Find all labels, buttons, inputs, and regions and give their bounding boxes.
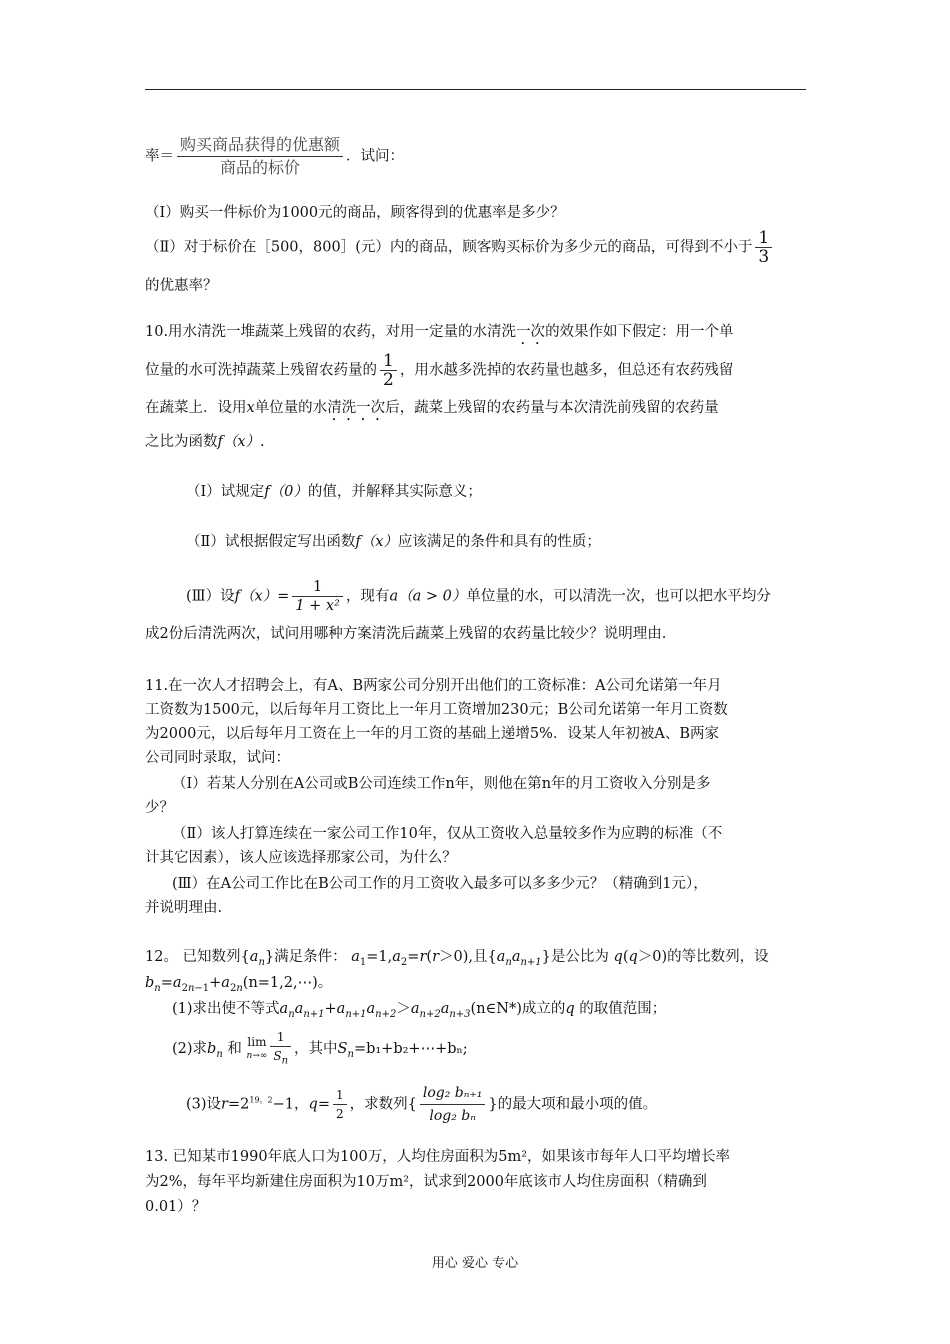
q12-line1: 12。 已知数列$\{a_n\}$满足条件： $a_1=1,a_2=r(r>0)$,且$\{a_na_{n+1}\}$是公比为 q(q＞0)的等比数列，设 bbox=[145, 949, 769, 968]
q12-part3: (3)设$r=2^{19。2}-1$，q= $\frac{1}{2}$ ，求数列{ $\frac{\text{log₂ bₙ₊₁}}{\text{log₂ bₙ}}$ }的最大项和最小项的值。 bbox=[186, 1082, 851, 1127]
q11-part2: （Ⅱ）该人打算连续在一家公司工作10年，仅从工资收入总量较多作为应聘的标准（不 bbox=[172, 826, 723, 842]
q9-part1: （Ⅰ）购买一件标价为1000元的商品，顾客得到的优惠率是多少？ bbox=[145, 205, 565, 221]
q13-line3: 0.01）？ bbox=[145, 1199, 207, 1215]
q11-line4: 公司同时录取，试问： bbox=[145, 750, 290, 766]
q11-part1-end: 少？ bbox=[145, 800, 174, 816]
page-footer: 用心 爱心 专心 bbox=[431, 1256, 519, 1271]
limit-symbol: lim n→∞ bbox=[246, 1035, 268, 1062]
q10-line2: 位量的水可洗掉蔬菜上残留农药量的 $\frac{1}{2}$ ，用水越多洗掉的农药量也越多，但总还有农药残留 bbox=[145, 351, 734, 390]
q12-part2: (2)求$b_n$ 和 lim n→∞ $\frac{1}{S_n}$ ，其中$S_n=b_1+b_2+\cdots+b_n$; bbox=[172, 1030, 468, 1067]
q10-part3: (Ⅲ）设f（x）= $\frac{1}{\text{1 + x²}}$ ，现有a（a > 0）单位量的水，可以清洗一次，也可以把水平均分 bbox=[186, 579, 771, 614]
q9-part2-end: 的优惠率？ bbox=[145, 278, 218, 294]
q10-line3: 在蔬菜上．设用x单位量的水清洗一次后，蔬菜上残留的农药量与本次清洗前残留的农药量 bbox=[145, 400, 719, 416]
q11-part2-end: 计其它因素），该人应该选择那家公司，为什么？ bbox=[145, 850, 457, 866]
q11-line1: 11.在一次人才招聘会上，有A、B两家公司分别开出他们的工资标准：A公司允诺第一年月 bbox=[145, 678, 722, 694]
q10-line1: 10.用水清洗一堆蔬菜上残留的农药，对用一定量的水清洗一次的效果作如下假定：用一个单 bbox=[145, 324, 734, 340]
q13-line2: 为2%，每年平均新建住房面积为10万m²，试求到2000年底该市人均住房面积（精确到 bbox=[145, 1174, 707, 1190]
q11-part3-end: 并说明理由. bbox=[145, 900, 223, 916]
q12-line2: $b_n=a_{2n-1}+a_{2n}(n=1,2,\cdots)$。 bbox=[145, 975, 333, 994]
discount-rate-fraction: $\frac{\text{购买商品获得的优惠额}}{\text{商品的标价}}$ bbox=[177, 134, 343, 179]
q11-line2: 工资数为1500元，以后每年月工资比上一年月工资增加230元；B公司允诺第一年月工资数 bbox=[145, 702, 728, 718]
q10-part2: （Ⅱ）试根据假定写出函数f（x）应该满足的条件和具有的性质； bbox=[186, 534, 601, 550]
q10-part3-end: 成2份后清洗两次，试问用哪种方案清洗后蔬菜上残留的农药量比较少？说明理由. bbox=[145, 626, 667, 642]
q9-part2: （Ⅱ）对于标价在［500，800］(元）内的商品，顾客购买标价为多少元的商品，可得到不小于 $\frac{1}{3}$ bbox=[145, 229, 810, 266]
q10-line4: 之比为函数f（x）. bbox=[145, 434, 265, 450]
q11-part3: (Ⅲ）在A公司工作比在B公司工作的月工资收入最多可以多多少元？（精确到1元）， bbox=[172, 876, 708, 892]
q11-part1: （Ⅰ）若某人分别在A公司或B公司连续工作n年，则他在第n年的月工资收入分别是多 bbox=[172, 776, 711, 792]
q11-line3: 为2000元，以后每年月工资在上一年的月工资的基础上递增5%．设某人年初被A、B两家 bbox=[145, 726, 720, 742]
q13-line1: 13. 已知某市1990年底人口为100万，人均住房面积为5m²，如果该市每年人口平均增长率 bbox=[145, 1149, 731, 1165]
q10-part1: （Ⅰ）试规定f（0）的值，并解释其实际意义； bbox=[186, 484, 482, 500]
formula-line: 率＝ $\frac{\text{购买商品获得的优惠额}}{\text{商品的标价}}$ ．试问： bbox=[145, 135, 405, 177]
header-rule bbox=[145, 89, 806, 90]
q12-part1: (1)求出使不等式$a_na_{n+1}+a_{n+1}a_{n+2}>a_{n+2}a_{n+3}(n\in N*)$成立的q 的取值范围； bbox=[172, 1001, 667, 1020]
